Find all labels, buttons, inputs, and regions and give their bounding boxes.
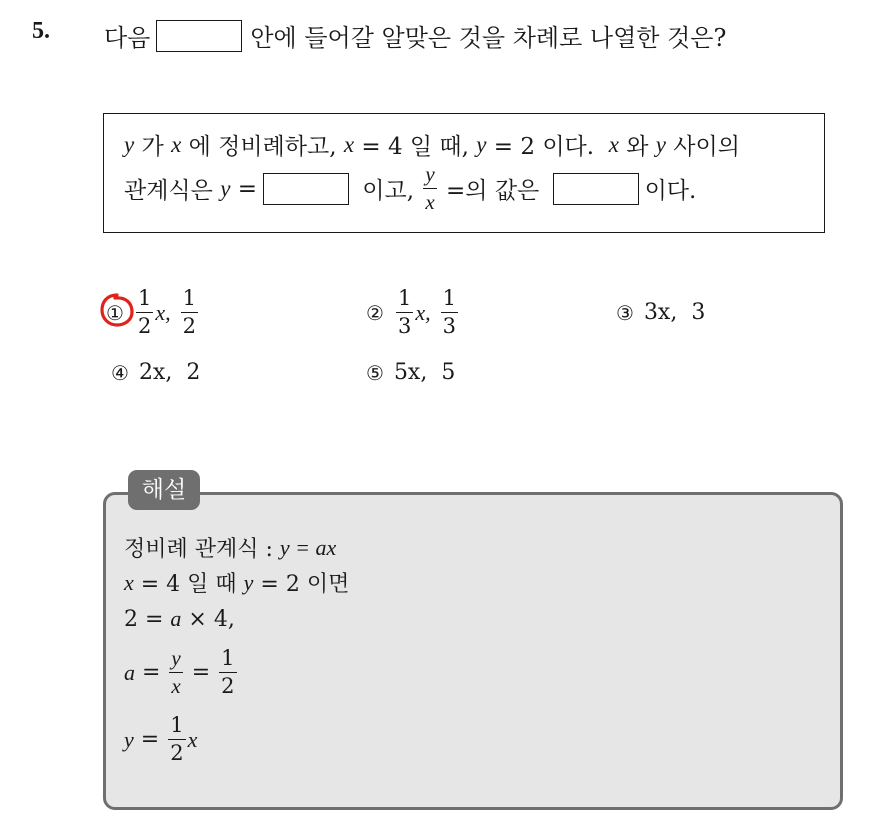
solution-line-5: y = $\frac{1}{2}$ x bbox=[124, 713, 198, 765]
choice-4-mark: ④ bbox=[111, 360, 129, 385]
solution-tag: 해설 bbox=[128, 470, 200, 510]
solution-line-3: 2 = a × 4, bbox=[124, 606, 235, 632]
question-text-before: 다음 bbox=[104, 24, 151, 52]
selected-answer-circle-icon bbox=[99, 292, 135, 328]
choice-1[interactable]: ① $\frac{1}{2}$ x, $\frac{1}{2}$ bbox=[106, 286, 196, 338]
choice-3-mark: ③ bbox=[616, 300, 634, 325]
question-number: 5. bbox=[32, 18, 50, 44]
choice-5-mark: ⑤ bbox=[366, 360, 384, 385]
condition-line-1: y 가 x 에 정비례하고, x = 4 일 때, y = 2 이다. x 와 y 사이의 bbox=[124, 131, 740, 160]
y-over-x-fraction: $\frac{y}{x}$ bbox=[425, 162, 435, 214]
choice-1-mark: ① bbox=[106, 300, 124, 325]
relation-blank bbox=[263, 173, 349, 205]
choice-3[interactable]: ③ 3x, 3 bbox=[616, 300, 706, 325]
condition-box bbox=[103, 113, 825, 233]
solution-line-2: x = 4 일 때 y = 2 이면 bbox=[124, 569, 350, 597]
solution-line-1: 정비례 관계식 : y = ax bbox=[124, 534, 337, 562]
choice-2[interactable]: ② $\frac{1}{3}$ x, $\frac{1}{3}$ bbox=[366, 286, 456, 338]
solution-line-4: a = $\frac{y}{x}$ = $\frac{1}{2}$ bbox=[124, 646, 235, 698]
condition-line-2: 관계식은 y = 이고, $\frac{y}{x}$ =의 값은 이다. bbox=[124, 162, 697, 214]
value-blank bbox=[553, 173, 639, 205]
choice-5[interactable]: ⑤ 5x, 5 bbox=[366, 360, 456, 385]
answer-blank bbox=[156, 20, 242, 52]
choice-2-mark: ② bbox=[366, 300, 384, 325]
question-text bbox=[104, 18, 726, 53]
choice-4[interactable]: ④ 2x, 2 bbox=[111, 360, 201, 385]
question-text-after: 안에 들어갈 알맞은 것을 차례로 나열한 것은? bbox=[250, 24, 727, 52]
